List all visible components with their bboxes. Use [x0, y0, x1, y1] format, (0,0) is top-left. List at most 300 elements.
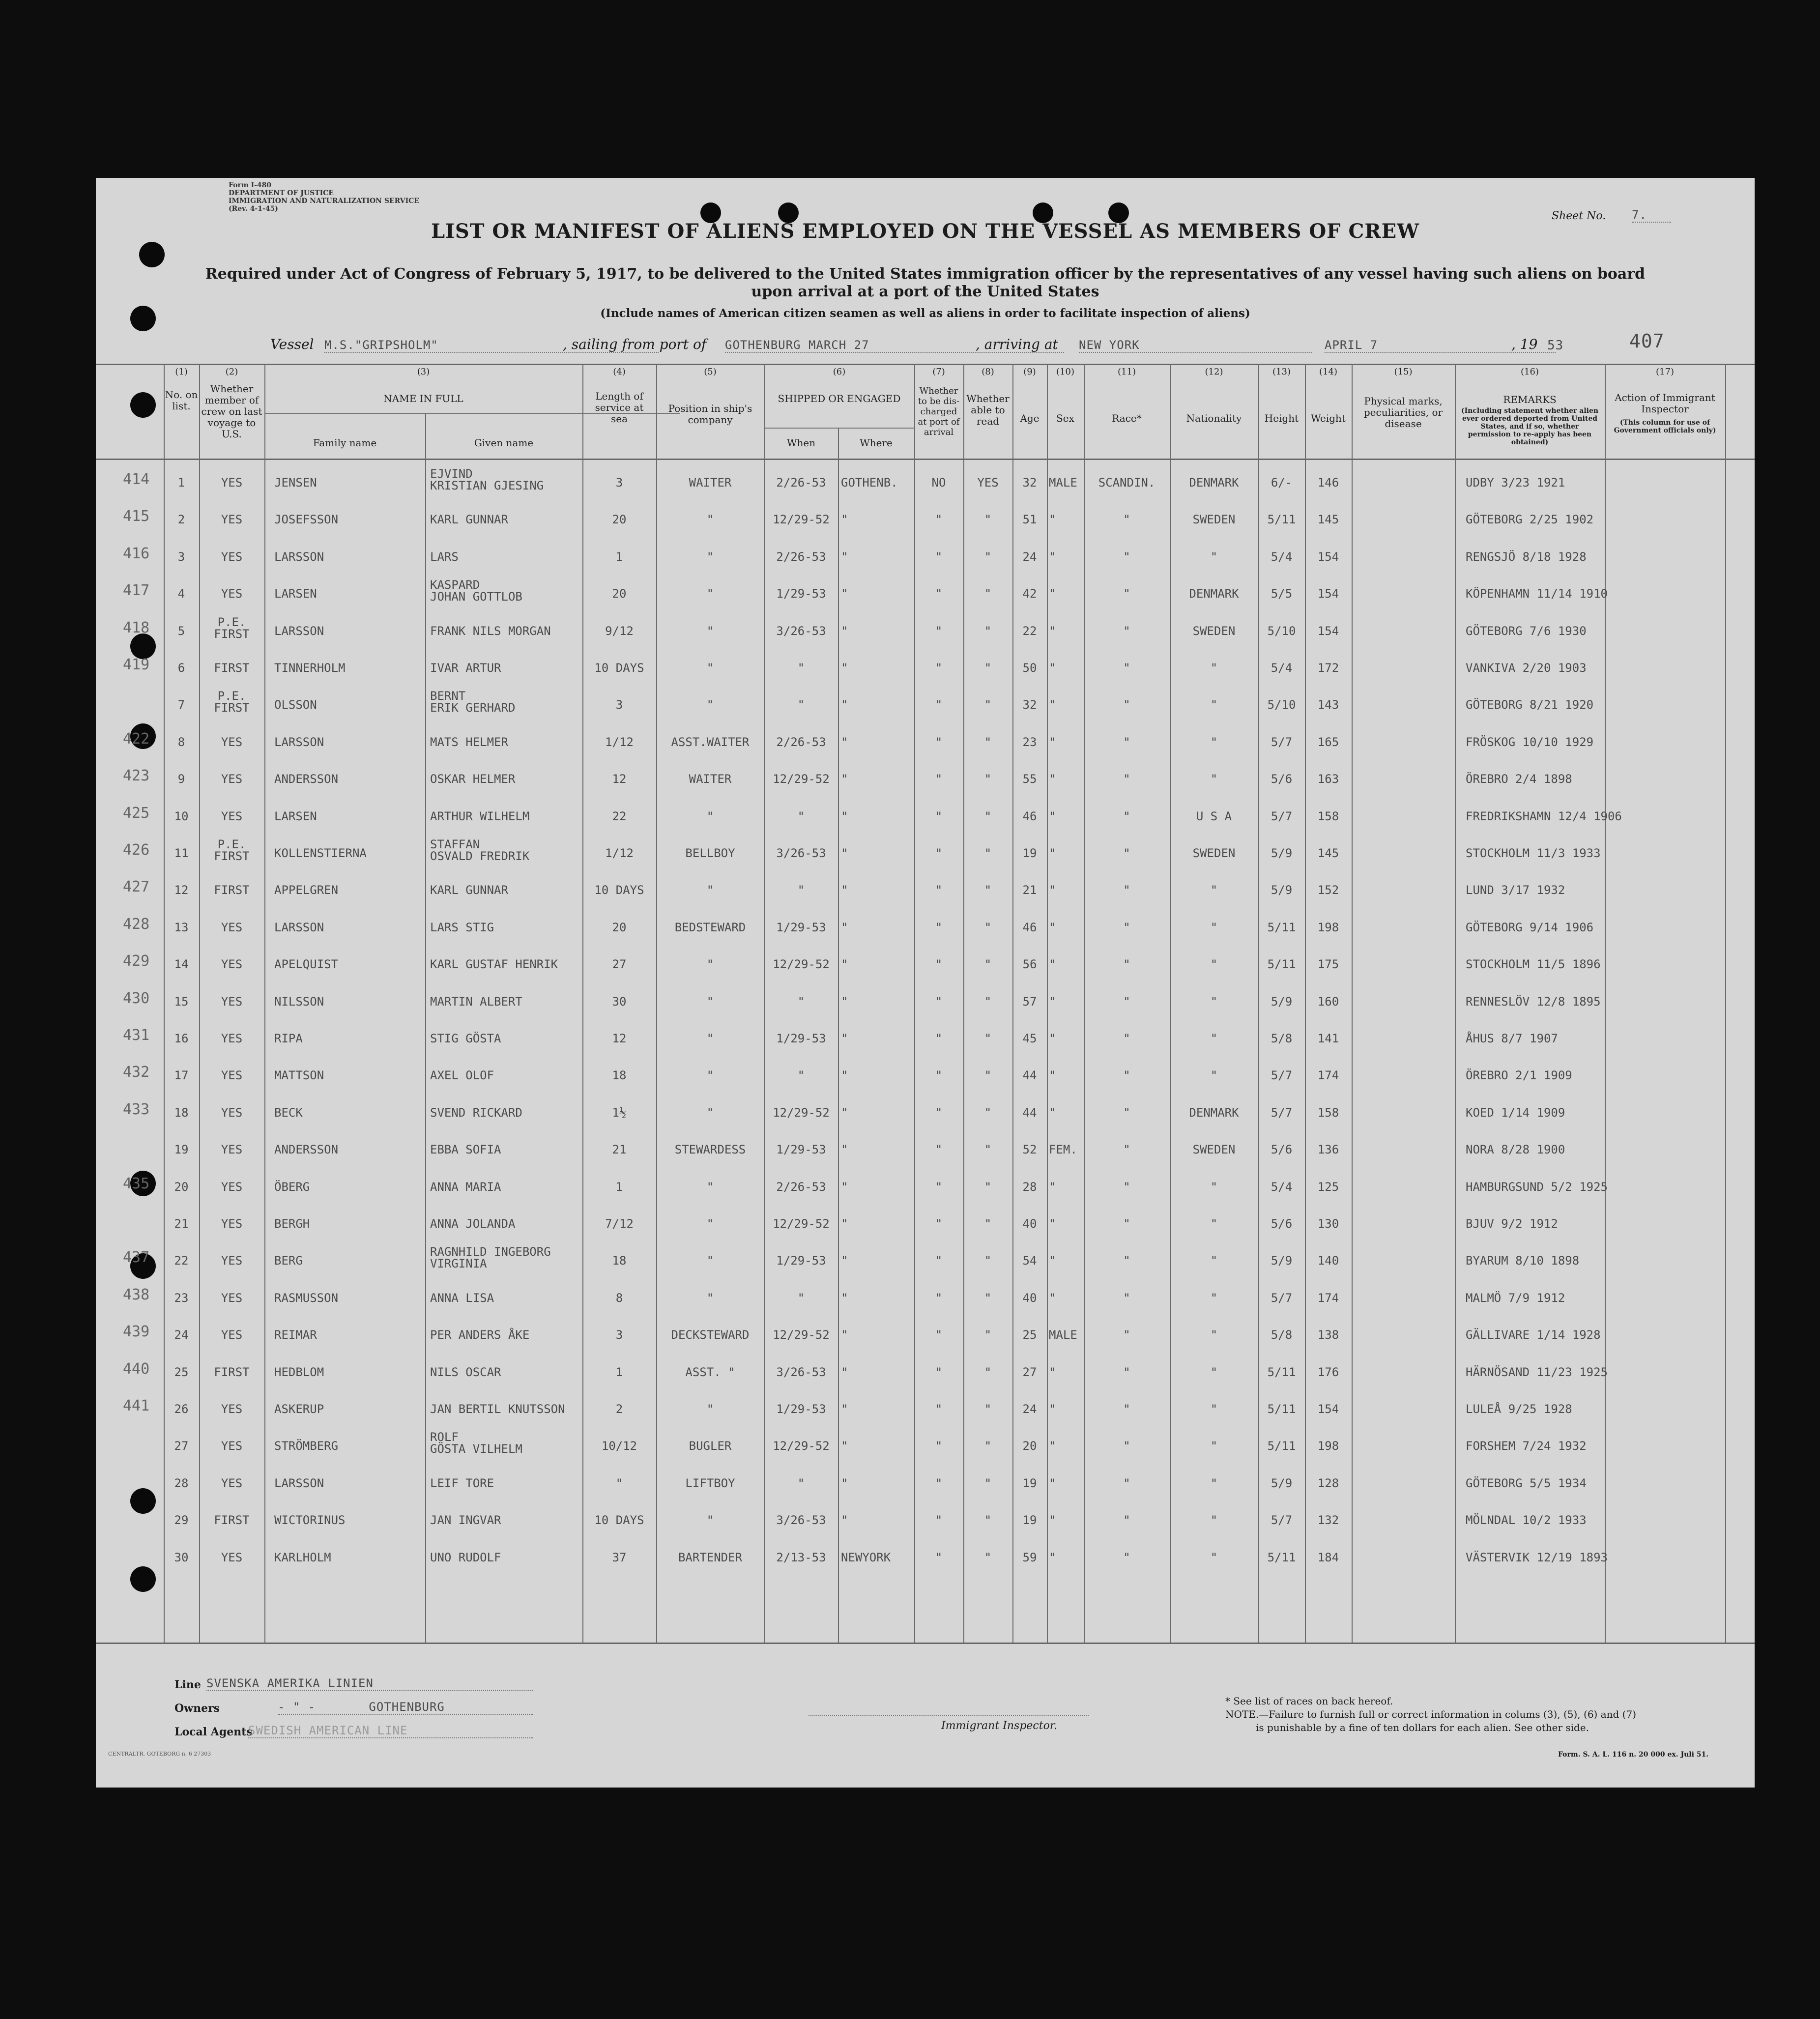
cell-crew: YES — [221, 994, 243, 1009]
table-row — [96, 1463, 1755, 1500]
cell-age: 52 — [1022, 1143, 1037, 1157]
cell-remarks: GÖTEBORG 9/14 1906 — [1466, 920, 1594, 934]
cell-race: " — [1123, 1180, 1130, 1194]
cell-service: 18 — [612, 1068, 627, 1083]
cell-when: 3/26-53 — [776, 1513, 826, 1528]
cell-service: 37 — [612, 1550, 627, 1564]
cell-position: STEWARDESS — [674, 1143, 746, 1157]
cell-where: " — [841, 1143, 848, 1157]
cell-no: 26 — [174, 1402, 189, 1416]
cell-when: 12/29-52 — [773, 1439, 830, 1453]
cell-remarks: FORSHEM 7/24 1932 — [1466, 1439, 1587, 1453]
form-identifier: Form I-480 DEPARTMENT OF JUSTICE IMMIGRATION AND NATURALIZATION SERVICE (Rev. 4-1-45) — [229, 181, 419, 213]
col-num-11: (11) — [1118, 367, 1136, 377]
cell-height: 5/11 — [1267, 1402, 1296, 1416]
line-label: Line — [174, 1678, 201, 1691]
cell-crew: YES — [221, 1402, 243, 1416]
cell-crew: YES — [221, 1032, 243, 1045]
col-num-1: (1) — [175, 367, 188, 377]
cell-position: WAITER — [689, 476, 732, 490]
cell-height: 5/5 — [1271, 587, 1293, 601]
cell-disch: NO — [931, 476, 946, 490]
cell-nat: " — [1210, 1291, 1218, 1305]
punch-hole-icon — [139, 242, 165, 267]
cell-height: 5/9 — [1271, 1476, 1293, 1490]
cell-family: WICTORINUS — [274, 1513, 346, 1528]
page-subtitle: Required under Act of Congress of February 5, 1917, to be delivered to the United States immigration officer by the representatives of any vessel having such aliens on board — [205, 265, 1646, 283]
cell-sex: " — [1049, 809, 1056, 823]
col-num-7: (7) — [932, 367, 945, 377]
cell-no: 5 — [177, 624, 185, 638]
cell-crew: FIRST — [214, 883, 250, 897]
cell-no: 22 — [174, 1254, 189, 1268]
cell-weight: 145 — [1317, 513, 1339, 527]
col-head-shipped: SHIPPED OR ENGAGED — [778, 393, 901, 404]
cell-age: 50 — [1022, 661, 1037, 675]
cell-service: 1 — [615, 1180, 623, 1194]
cell-where: " — [841, 1291, 848, 1305]
cell-read: " — [984, 1032, 992, 1045]
cell-read: " — [984, 587, 992, 601]
cell-read: " — [984, 883, 992, 897]
table-row — [96, 869, 1755, 907]
cell-sex: " — [1049, 1513, 1056, 1528]
cell-given: SVEND RICKARD — [430, 1105, 522, 1120]
cell-age: 32 — [1022, 476, 1037, 490]
cell-weight: 128 — [1317, 1476, 1339, 1490]
cell-family: LARSSON — [274, 1476, 324, 1490]
cell-read: " — [984, 698, 992, 712]
cell-given: LARS — [430, 549, 459, 564]
table-row — [96, 944, 1755, 981]
cell-race: " — [1123, 772, 1130, 786]
cell-nat: " — [1210, 1217, 1218, 1231]
cell-height: 5/6 — [1271, 772, 1293, 786]
cell-where: " — [841, 698, 848, 712]
cell-sex: " — [1049, 1032, 1056, 1045]
cell-where: " — [841, 1068, 848, 1083]
cell-weight: 158 — [1317, 809, 1339, 823]
margin-number: 417 — [123, 582, 150, 600]
cell-height: 5/9 — [1271, 1254, 1293, 1268]
cell-disch: " — [935, 1402, 943, 1416]
cell-where: " — [841, 587, 848, 601]
cell-crew: YES — [221, 476, 243, 490]
cell-race: " — [1123, 809, 1130, 823]
cell-service: 10/12 — [601, 1439, 637, 1453]
cell-family: LARSSON — [274, 549, 324, 564]
cell-disch: " — [935, 1254, 943, 1268]
cell-read: " — [984, 1328, 992, 1342]
cell-position: " — [706, 1291, 714, 1305]
cell-disch: " — [935, 957, 943, 972]
cell-height: 5/6 — [1271, 1143, 1293, 1157]
cell-age: 23 — [1022, 735, 1037, 749]
cell-read: " — [984, 1068, 992, 1083]
cell-race: " — [1123, 698, 1130, 712]
cell-age: 46 — [1022, 920, 1037, 934]
cell-disch: " — [935, 698, 943, 712]
cell-family: APPELGREN — [274, 883, 339, 897]
cell-family: RASMUSSON — [274, 1291, 339, 1305]
cell-race: " — [1123, 1143, 1130, 1157]
cell-read: " — [984, 735, 992, 749]
year-prefix: , 19 — [1511, 336, 1538, 352]
margin-number: 419 — [123, 656, 150, 673]
cell-crew: YES — [221, 735, 243, 749]
note-line-1: NOTE.—Failure to furnish full or correct information in colums (3), (5), (6) and (7) — [1225, 1708, 1637, 1720]
cell-position: ASST. " — [685, 1365, 735, 1379]
cell-age: 21 — [1022, 883, 1037, 897]
cell-when: " — [797, 809, 805, 823]
cell-weight: 146 — [1317, 476, 1339, 490]
cell-race: " — [1123, 1550, 1130, 1564]
cell-disch: " — [935, 1143, 943, 1157]
cell-service: 2 — [615, 1402, 623, 1416]
cell-disch: " — [935, 1513, 943, 1528]
cell-sex: " — [1049, 661, 1056, 675]
cell-remarks: UDBY 3/23 1921 — [1466, 476, 1565, 490]
cell-disch: " — [935, 1550, 943, 1564]
cell-when: 2/26-53 — [776, 476, 826, 490]
cell-no: 9 — [177, 772, 185, 786]
cell-nat: " — [1210, 1402, 1218, 1416]
table-row — [96, 796, 1755, 833]
cell-where: " — [841, 883, 848, 897]
cell-read: " — [984, 624, 992, 638]
cell-age: 51 — [1022, 513, 1037, 527]
cell-where: NEWYORK — [841, 1550, 891, 1564]
cell-no: 27 — [174, 1439, 189, 1453]
table-row — [96, 1055, 1755, 1092]
cell-service: 20 — [612, 513, 627, 527]
cell-crew: YES — [221, 1328, 243, 1342]
cell-when: " — [797, 1291, 805, 1305]
cell-given: EBBA SOFIA — [430, 1143, 501, 1157]
col-num-10: (10) — [1056, 367, 1074, 377]
cell-no: 23 — [174, 1291, 189, 1305]
owners-label: Owners — [174, 1702, 220, 1715]
cell-position: " — [706, 883, 714, 897]
cell-position: ASST.WAITER — [671, 735, 750, 749]
cell-sex: " — [1049, 957, 1056, 972]
cell-remarks: VÄSTERVIK 12/19 1893 — [1466, 1550, 1608, 1564]
cell-remarks: MALMÖ 7/9 1912 — [1466, 1291, 1565, 1305]
cell-when: 1/29-53 — [776, 920, 826, 934]
cell-height: 5/9 — [1271, 883, 1293, 897]
table-row — [96, 758, 1755, 796]
cell-disch: " — [935, 1217, 943, 1231]
cell-when: " — [797, 1476, 805, 1490]
col-num-9: (9) — [1023, 367, 1036, 377]
cell-no: 14 — [174, 957, 189, 972]
vessel-label: Vessel — [270, 336, 314, 352]
margin-number: 432 — [123, 1064, 150, 1081]
cell-service: 3 — [615, 1328, 623, 1342]
cell-sex: FEM. — [1049, 1143, 1077, 1157]
margin-number: 430 — [123, 989, 150, 1007]
cell-nat: " — [1210, 1365, 1218, 1379]
cell-position: WAITER — [689, 772, 732, 786]
cell-height: 5/4 — [1271, 1180, 1293, 1194]
cell-nat: " — [1210, 698, 1218, 712]
cell-sex: " — [1049, 1180, 1056, 1194]
cell-family: BERG — [274, 1254, 303, 1268]
cell-race: " — [1123, 549, 1130, 564]
col-head-action: Action of Immigrant Inspector — [1615, 392, 1715, 415]
cell-family: KOLLENSTIERNA — [274, 846, 367, 860]
col-head-height: Height — [1264, 412, 1299, 424]
cell-nat: " — [1210, 994, 1218, 1009]
cell-weight: 141 — [1317, 1032, 1339, 1045]
cell-crew: P.E. FIRST — [214, 615, 250, 641]
cell-given: KARL GUNNAR — [430, 883, 508, 897]
cell-sex: " — [1049, 883, 1056, 897]
cell-when: 1/29-53 — [776, 1254, 826, 1268]
cell-read: " — [984, 957, 992, 972]
cell-crew: YES — [221, 1439, 243, 1453]
col-head-sex: Sex — [1056, 412, 1074, 424]
vessel-name: M.S."GRIPSHOLM" — [324, 338, 659, 353]
cell-family: ANDERSSON — [274, 1143, 339, 1157]
cell-service: 12 — [612, 1032, 627, 1045]
cell-service: 1½ — [612, 1105, 627, 1120]
cell-height: 5/11 — [1267, 513, 1296, 527]
cell-given: JAN INGVAR — [430, 1513, 501, 1528]
col-num-16: (16) — [1521, 367, 1539, 377]
cell-age: 55 — [1022, 772, 1037, 786]
cell-height: 5/4 — [1271, 661, 1293, 675]
cell-given: NILS OSCAR — [430, 1365, 501, 1379]
cell-where: " — [841, 1180, 848, 1194]
cell-family: ÖBERG — [274, 1180, 310, 1194]
cell-where: GOTHENB. — [841, 476, 898, 490]
page-subtitle-3: (Include names of American citizen seamen as well as aliens in order to facilitate inspection of aliens) — [600, 307, 1250, 320]
cell-weight: 143 — [1317, 698, 1339, 712]
cell-given: FRANK NILS MORGAN — [430, 624, 551, 638]
margin-number: 418 — [123, 619, 150, 636]
cell-when: 2/13-53 — [776, 1550, 826, 1564]
cell-remarks: RENNESLÖV 12/8 1895 — [1466, 994, 1601, 1009]
margin-number: 415 — [123, 508, 150, 525]
cell-height: 5/8 — [1271, 1328, 1293, 1342]
cell-weight: 140 — [1317, 1254, 1339, 1268]
table-row — [96, 1240, 1755, 1277]
cell-family: APELQUIST — [274, 957, 339, 972]
cell-where: " — [841, 809, 848, 823]
cell-read: " — [984, 1476, 992, 1490]
cell-nat: " — [1210, 661, 1218, 675]
cell-race: " — [1123, 920, 1130, 934]
cell-age: 42 — [1022, 587, 1037, 601]
table-row — [96, 1018, 1755, 1055]
cell-weight: 163 — [1317, 772, 1339, 786]
cell-disch: " — [935, 994, 943, 1009]
cell-when: 3/26-53 — [776, 846, 826, 860]
col-num-12: (12) — [1205, 367, 1223, 377]
cell-height: 5/10 — [1267, 698, 1296, 712]
cell-disch: " — [935, 1291, 943, 1305]
cell-race: " — [1123, 1291, 1130, 1305]
cell-no: 11 — [174, 846, 189, 860]
cell-crew: YES — [221, 957, 243, 972]
cell-crew: YES — [221, 549, 243, 564]
cell-nat: " — [1210, 1439, 1218, 1453]
cell-crew: YES — [221, 1476, 243, 1490]
table-row — [96, 721, 1755, 759]
cell-crew: YES — [221, 920, 243, 934]
cell-nat: " — [1210, 1032, 1218, 1045]
table-row — [96, 907, 1755, 944]
cell-disch: " — [935, 661, 943, 675]
cell-nat: " — [1210, 1068, 1218, 1083]
cell-nat: SWEDEN — [1192, 846, 1236, 860]
cell-read: " — [984, 809, 992, 823]
cell-where: " — [841, 1402, 848, 1416]
arrival-date: APRIL 7 — [1325, 338, 1556, 353]
cell-height: 5/11 — [1267, 1550, 1296, 1564]
cell-service: 3 — [615, 698, 623, 712]
cell-disch: " — [935, 1365, 943, 1379]
cell-age: 57 — [1022, 994, 1037, 1009]
margin-number: 441 — [123, 1397, 150, 1414]
cell-disch: " — [935, 587, 943, 601]
cell-race: " — [1123, 1513, 1130, 1528]
cell-race: " — [1123, 1476, 1130, 1490]
col-num-6: (6) — [833, 367, 846, 377]
cell-service: 20 — [612, 587, 627, 601]
col-head-crew: Whether member of crew on last voyage to U.S. — [201, 383, 262, 440]
cell-no: 29 — [174, 1513, 189, 1528]
cell-position: " — [706, 661, 714, 675]
cell-when: 12/29-52 — [773, 957, 830, 972]
cell-remarks: FREDRIKSHAMN 12/4 1906 — [1466, 809, 1622, 823]
cell-no: 20 — [174, 1180, 189, 1194]
cell-family: NILSSON — [274, 994, 324, 1009]
cell-read: " — [984, 994, 992, 1009]
cell-sex: " — [1049, 549, 1056, 564]
page-subtitle-2: upon arrival at a port of the United States — [751, 283, 1099, 300]
table-row — [96, 1500, 1755, 1537]
col-num-13: (13) — [1272, 367, 1291, 377]
cell-service: 20 — [612, 920, 627, 934]
cell-given: ANNA LISA — [430, 1291, 494, 1305]
cell-height: 6/- — [1271, 476, 1293, 490]
col-head-given: Given name — [474, 437, 534, 449]
col-num-5: (5) — [704, 367, 717, 377]
cell-read: " — [984, 549, 992, 564]
cell-family: LARSSON — [274, 624, 324, 638]
cell-position: " — [706, 1105, 714, 1120]
cell-height: 5/11 — [1267, 1439, 1296, 1453]
cell-position: " — [706, 1254, 714, 1268]
cell-no: 6 — [177, 661, 185, 675]
table-row — [96, 1388, 1755, 1426]
owners-value: - " - GOTHENBURG — [278, 1700, 533, 1715]
cell-sex: " — [1049, 772, 1056, 786]
cell-family: BERGH — [274, 1217, 310, 1231]
margin-number: 422 — [123, 730, 150, 748]
cell-position: " — [706, 698, 714, 712]
cell-service: 10 DAYS — [594, 661, 644, 675]
cell-height: 5/9 — [1271, 846, 1293, 860]
col-num-3: (3) — [417, 367, 430, 377]
cell-nat: " — [1210, 1513, 1218, 1528]
cell-family: ANDERSSON — [274, 772, 339, 786]
line-value: SVENSKA AMERIKA LINIEN — [206, 1676, 533, 1691]
cell-disch: " — [935, 1032, 943, 1045]
cell-weight: 198 — [1317, 1439, 1339, 1453]
cell-when: 1/29-53 — [776, 1032, 826, 1045]
cell-remarks: ÅHUS 8/7 1907 — [1466, 1032, 1558, 1045]
cell-read: " — [984, 772, 992, 786]
cell-race: " — [1123, 1032, 1130, 1045]
col-num-4: (4) — [613, 367, 626, 377]
cell-sex: " — [1049, 846, 1056, 860]
cell-no: 10 — [174, 809, 189, 823]
cell-sex: " — [1049, 1439, 1056, 1453]
cell-read: " — [984, 1402, 992, 1416]
cell-crew: YES — [221, 772, 243, 786]
cell-age: 27 — [1022, 1365, 1037, 1379]
cell-crew: YES — [221, 1068, 243, 1083]
cell-nat: U S A — [1196, 809, 1232, 823]
cell-when: 1/29-53 — [776, 1402, 826, 1416]
cell-given: JAN BERTIL KNUTSSON — [430, 1402, 565, 1416]
table-row — [96, 462, 1755, 499]
cell-service: 7/12 — [605, 1217, 634, 1231]
race-note: * See list of races on back hereof. — [1225, 1695, 1393, 1707]
col-num-8: (8) — [982, 367, 994, 377]
cell-crew: YES — [221, 1143, 243, 1157]
table-row — [96, 981, 1755, 1018]
cell-race: " — [1123, 1105, 1130, 1120]
table-row — [96, 1166, 1755, 1204]
cell-family: STRÖMBERG — [274, 1439, 339, 1453]
col-head-position: Position in ship's company — [668, 403, 752, 426]
cell-age: 28 — [1022, 1180, 1037, 1194]
cell-given: LEIF TORE — [430, 1476, 494, 1490]
note-line-2: is punishable by a fine of ten dollars for each alien. See other side. — [1256, 1722, 1589, 1733]
cell-sex: " — [1049, 698, 1056, 712]
cell-nat: " — [1210, 1476, 1218, 1490]
cell-given: KASPARD JOHAN GOTTLOB — [430, 578, 522, 604]
cell-remarks: KÖPENHAMN 11/14 1910 — [1466, 587, 1608, 601]
cell-position: " — [706, 957, 714, 972]
cell-sex: MALE — [1049, 476, 1077, 490]
cell-family: KARLHOLM — [274, 1550, 331, 1564]
cell-position: BUGLER — [689, 1439, 732, 1453]
cell-height: 5/7 — [1271, 1291, 1293, 1305]
cell-no: 24 — [174, 1328, 189, 1342]
cell-crew: YES — [221, 1105, 243, 1120]
table-row — [96, 573, 1755, 610]
cell-where: " — [841, 735, 848, 749]
cell-service: 1 — [615, 1365, 623, 1379]
cell-no: 4 — [177, 587, 185, 601]
cell-where: " — [841, 1476, 848, 1490]
cell-crew: YES — [221, 1550, 243, 1564]
cell-position: " — [706, 1217, 714, 1231]
port-from: GOTHENBURG MARCH 27 — [725, 338, 1064, 353]
cell-height: 5/9 — [1271, 994, 1293, 1009]
cell-read: " — [984, 1291, 992, 1305]
cell-height: 5/11 — [1267, 957, 1296, 972]
cell-service: " — [615, 1476, 623, 1490]
agents-value: SWEDISH AMERICAN LINE — [248, 1724, 533, 1738]
cell-age: 24 — [1022, 1402, 1037, 1416]
cell-position: " — [706, 587, 714, 601]
